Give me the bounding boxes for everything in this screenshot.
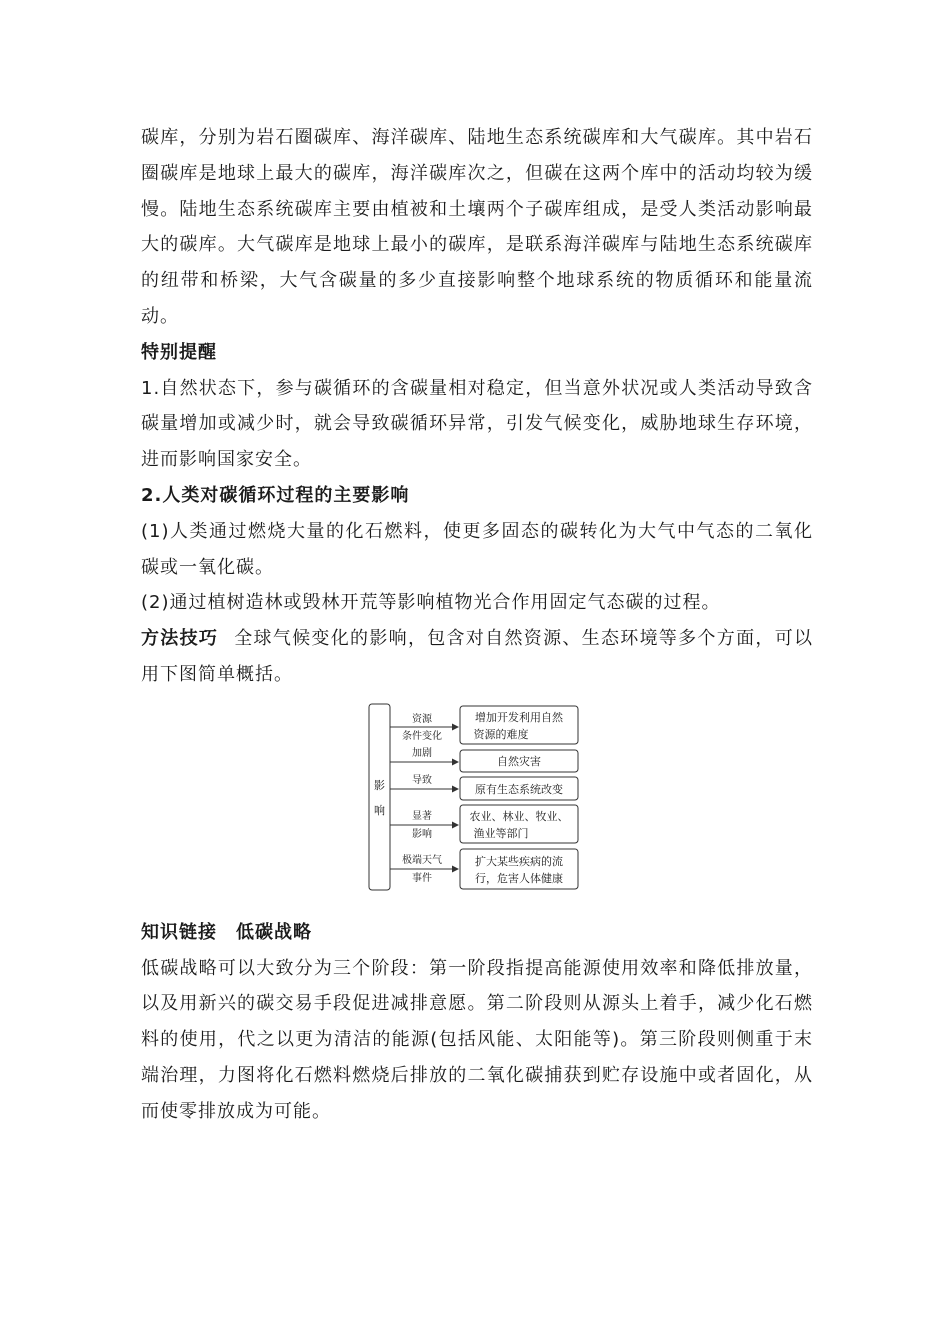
branch-4-label-1: 显著: [412, 810, 432, 822]
root-label-1: 影: [374, 778, 385, 792]
reminder-point-1: 1.自然状态下，参与碳循环的含碳量相对稳定，但当意外状况或人类活动导致含碳量增加或减少时，就会导致碳循环异常，引发气候变化，威胁地球生存环境，进而影响国家安全。: [141, 377, 813, 471]
branch-1-result-2: 资源的难度: [473, 727, 529, 741]
reminder-point-2-2: (2)通过植树造林或毁林开荒等影响植物光合作用固定气态碳的过程。: [141, 592, 721, 614]
branch-1-label-1: 资源: [412, 713, 432, 725]
branch-5-result-1: 扩大某些疾病的流: [475, 854, 563, 868]
branch-4-result-1: 农业、林业、牧业、: [469, 809, 569, 823]
impact-diagram: [367, 703, 581, 893]
root-box: [369, 704, 390, 890]
document-page: [141, 120, 813, 1130]
impact-diagram-container: [141, 697, 813, 909]
branch-4-result-2: 渔业等部门: [473, 826, 529, 840]
method-label: 方法技巧: [141, 628, 219, 650]
reminder-title: 特别提醒: [141, 341, 217, 363]
branch-2-label-1: 加剧: [412, 747, 432, 759]
branch-3-result-1: 原有生态系统改变: [475, 782, 563, 796]
branch-1-result-1: 增加开发利用自然: [475, 710, 563, 724]
method-paragraph: [141, 621, 813, 693]
branch-5-label-1: 极端天气: [402, 854, 442, 866]
reminder-point-2-title: 2.人类对碳循环过程的主要影响: [141, 484, 410, 506]
branch-5-label-2: 事件: [412, 872, 432, 884]
branch-2-result-1: 自然灾害: [497, 754, 541, 768]
root-label-2: 响: [374, 803, 385, 817]
branch-3-label-1: 导致: [412, 774, 432, 786]
branch-5-result-2: 行，危害人体健康: [475, 871, 563, 885]
branch-4-label-2: 影响: [412, 828, 432, 840]
reminder-point-2-1: (1)人类通过燃烧大量的化石燃料，使更多固态的碳转化为大气中气态的二氧化碳或一氧化碳。: [141, 520, 813, 578]
branch-1-label-2: 条件变化: [402, 730, 442, 742]
method-text: 全球气候变化的影响，包含对自然资源、生态环境等多个方面，可以用下图简单概括。: [141, 628, 814, 685]
intro-paragraph: 碳库，分别为岩石圈碳库、海洋碳库、陆地生态系统碳库和大气碳库。其中岩石圈碳库是地球上最大的碳库，海洋碳库次之，但碳在这两个库中的活动均较为缓慢。陆地生态系统碳库主要由植被和土壤两个子碳库组成，是受人类活动影响最大的碳库。大气碳库是地球上最小的碳库，是联系海洋碳库与陆地生态系统碳库的纽带和桥梁，大气含碳量的多少直接影响整个地球系统的物质循环和能量流动。: [141, 127, 813, 327]
link-paragraph: 低碳战略可以大致分为三个阶段：第一阶段指提高能源使用效率和降低排放量，以及用新兴的碳交易手段促进减排意愿。第二阶段则从源头上着手，减少化石燃料的使用，代之以更为清洁的能源(包括风能、太阳能等)。第三阶段则侧重于末端治理，力图将化石燃料燃烧后排放的二氧化碳捕获到贮存设施中或者固化，从而使零排放成为可能。: [141, 957, 813, 1122]
link-title: 知识链接 低碳战略: [141, 921, 312, 943]
